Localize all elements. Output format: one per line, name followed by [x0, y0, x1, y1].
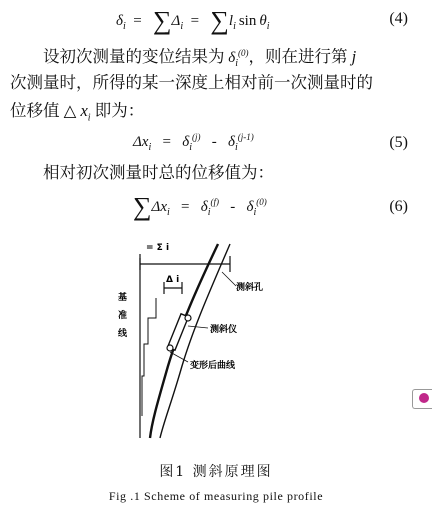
- figure-caption-english: Fig .1 Scheme of measuring pile profile: [108, 489, 324, 503]
- baseline-label-1: 基: [118, 293, 128, 303]
- equation-4-number: (4): [389, 10, 408, 27]
- paragraph-1-line-1: 设初次测量的变位结果为 $\delta_i^{(0)}$，则在进行第 j: [43, 47, 357, 69]
- edge-tab-icon[interactable]: [412, 389, 432, 409]
- paragraph-1-line-3: 位移值 △ $x_i$ 即为：: [10, 101, 145, 124]
- curve-label: 变形后曲线: [190, 361, 236, 371]
- probe-wheel-top: [185, 315, 191, 321]
- delta-label: Δ i: [166, 275, 180, 285]
- sum-label: = Σ i: [146, 243, 170, 253]
- instrument-label: 测斜仪: [210, 325, 238, 335]
- segment-steps: [142, 298, 156, 416]
- paragraph-1-line-2: 次测量时，所得的某一深度上相对前一次测量时的: [10, 73, 373, 92]
- hole-outer-wall: [150, 244, 218, 438]
- probe-wheel-bottom: [167, 345, 173, 351]
- paragraph-2: 相对初次测量时总的位移值为：: [43, 163, 274, 182]
- equation-6-number: (6): [389, 198, 408, 215]
- equation-5: $\Delta x_i = \delta_i^{(j)} - \delta_i^{(j-1)}$ (5): [133, 132, 408, 153]
- baseline-label-3: 线: [118, 329, 128, 339]
- figure-caption-chinese: 图1 测斜原理图: [159, 464, 273, 480]
- hole-label: 测斜孔: [236, 283, 264, 293]
- baseline-label-2: 准: [118, 311, 128, 321]
- equation-4: $\delta_i = \sum\Delta_i = \sum l_i$ $\sin \theta_i$ (4): [116, 6, 408, 35]
- equation-5-number: (5): [389, 134, 408, 151]
- equation-6: $\sum\Delta x_i = \delta_i^{(f)} - \delta_i^{(0)}$ (6): [133, 192, 408, 221]
- inclinometer-figure: [108, 226, 308, 456]
